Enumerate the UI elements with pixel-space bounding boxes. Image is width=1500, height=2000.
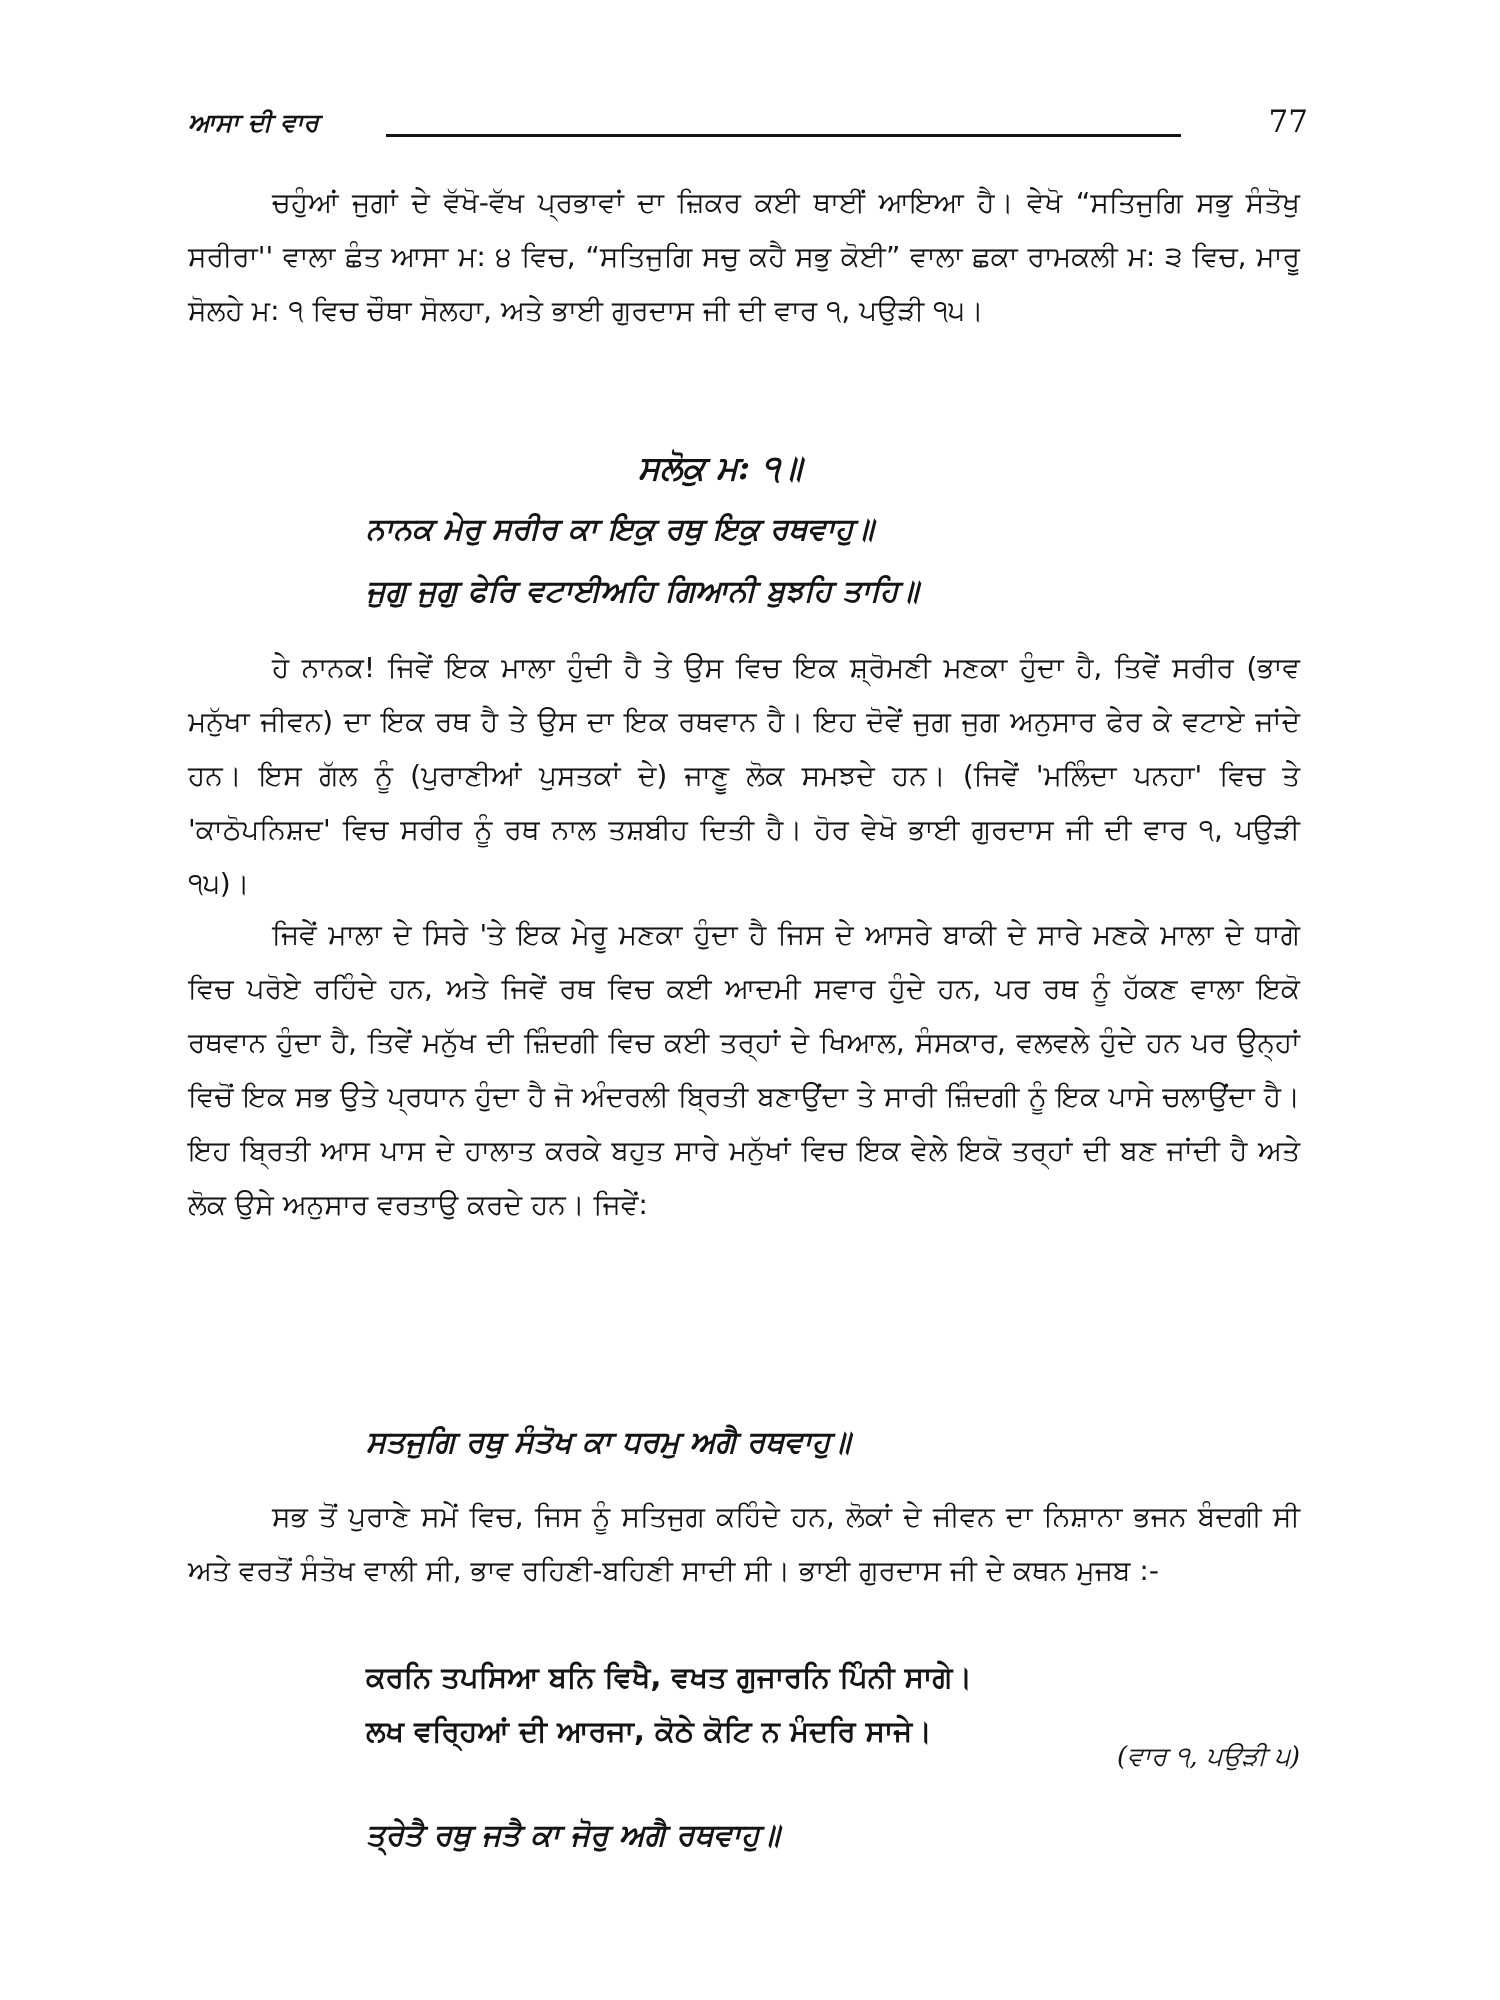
page-number: 77 [1268, 104, 1308, 140]
verse-satjug: ਸਤਜੁਗਿ ਰਥੁ ਸੰਤੋਖ ਕਾ ਧਰਮੁ ਅਗੈ ਰਥਵਾਹੁ॥ [366, 1425, 851, 1460]
quote-line-1: ਕਰਨਿ ਤਪਸਿਆ ਬਨਿ ਵਿਖੈ, ਵਖਤ ਗੁਜਾਰਨਿ ਪਿੰਨੀ ਸਾਗੇ। [366, 1660, 973, 1694]
verse-treta: ਤ੍ਰੇਤੈ ਰਥੁ ਜਤੈ ਕਾ ਜੋਰੁ ਅਗੈ ਰਥਵਾਹੁ॥ [366, 1818, 780, 1853]
paragraph-1: ਚਹੁੰਆਂ ਜੁਗਾਂ ਦੇ ਵੱਖੋ-ਵੱਖ ਪ੍ਰਭਾਵਾਂ ਦਾ ਜ਼ਿਕਰ ਕਈ ਥਾਈਂ ਆਇਆ ਹੈ। ਵੇਖੋ “ਸਤਿਜੁਗਿ ਸਭੁ ਸੰਤੋਖੁ ਸਰੀਰਾ'' ਵਾਲਾ ਛੰਤ ਆਸਾ ਮ: ੪ ਵਿਚ, “ਸਤਿਜੁਗਿ ਸਚੁ ਕਹੈ ਸਭੁ ਕੋਈ” ਵਾਲਾ ਛਕਾ ਰਾਮਕਲੀ ਮ: ੩ ਵਿਚ, ਮਾਰੂ ਸੋਲਹੇ ਮ: ੧ ਵਿਚ ਚੌਥਾ ਸੋਲਹਾ, ਅਤੇ ਭਾਈ ਗੁਰਦਾਸ ਜੀ ਦੀ ਵਾਰ ੧, ਪਉੜੀ ੧੫। [188, 186, 1300, 327]
running-header-title: ਆਸਾ ਦੀ ਵਾਰ [188, 108, 319, 137]
paragraph-2: ਹੇ ਨਾਨਕ! ਜਿਵੇਂ ਇਕ ਮਾਲਾ ਹੁੰਦੀ ਹੈ ਤੇ ਉਸ ਵਿਚ ਇਕ ਸ਼੍ਰੋਮਣੀ ਮਣਕਾ ਹੁੰਦਾ ਹੈ, ਤਿਵੇਂ ਸਰੀਰ (ਭਾਵ ਮਨੁੱਖਾ ਜੀਵਨ) ਦਾ ਇਕ ਰਥ ਹੈ ਤੇ ਉਸ ਦਾ ਇਕ ਰਥਵਾਨ ਹੈ। ਇਹ ਦੋਵੇਂ ਜੁਗ ਜੁਗ ਅਨੁਸਾਰ ਫੇਰ ਕੇ ਵਟਾਏ ਜਾਂਦੇ ਹਨ। ਇਸ ਗੱਲ ਨੂੰ (ਪੁਰਾਣੀਆਂ ਪੁਸਤਕਾਂ ਦੇ) ਜਾਣੂ ਲੋਕ ਸਮਝਦੇ ਹਨ। (ਜਿਵੇਂ 'ਮਲਿੰਦਾ ਪਨਹਾ' ਵਿਚ ਤੇ 'ਕਾਠੋਪਨਿਸ਼ਦ' ਵਿਚ ਸਰੀਰ ਨੂੰ ਰਥ ਨਾਲ ਤਸ਼ਬੀਹ ਦਿਤੀ ਹੈ। ਹੋਰ ਵੇਖੋ ਭਾਈ ਗੁਰਦਾਸ ਜੀ ਦੀ ਵਾਰ ੧, ਪਉੜੀ ੧੫)। [188, 651, 1300, 900]
salok-line-1: ਨਾਨਕ ਮੇਰੁ ਸਰੀਰ ਕਾ ਇਕੁ ਰਥੁ ਇਕੁ ਰਥਵਾਹੁ॥ [366, 512, 874, 547]
header-rule [386, 134, 1181, 137]
quote-line-2: ਲਖ ਵਰ੍ਹਿਆਂ ਦੀ ਆਰਜਾ, ਕੋਠੇ ਕੋਟਿ ਨ ਮੰਦਰਿ ਸਾਜੇ। [366, 1714, 932, 1748]
running-header [188, 104, 1308, 148]
paragraph-3: ਜਿਵੇਂ ਮਾਲਾ ਦੇ ਸਿਰੇ 'ਤੇ ਇਕ ਮੇਰੂ ਮਣਕਾ ਹੁੰਦਾ ਹੈ ਜਿਸ ਦੇ ਆਸਰੇ ਬਾਕੀ ਦੇ ਸਾਰੇ ਮਣਕੇ ਮਾਲਾ ਦੇ ਧਾਗੇ ਵਿਚ ਪਰੋਏ ਰਹਿੰਦੇ ਹਨ, ਅਤੇ ਜਿਵੇਂ ਰਥ ਵਿਚ ਕਈ ਆਦਮੀ ਸਵਾਰ ਹੁੰਦੇ ਹਨ, ਪਰ ਰਥ ਨੂੰ ਹੱਕਣ ਵਾਲਾ ਇਕੋ ਰਥਵਾਨ ਹੁੰਦਾ ਹੈ, ਤਿਵੇਂ ਮਨੁੱਖ ਦੀ ਜ਼ਿੰਦਗੀ ਵਿਚ ਕਈ ਤਰ੍ਹਾਂ ਦੇ ਖਿਆਲ, ਸੰਸਕਾਰ, ਵਲਵਲੇ ਹੁੰਦੇ ਹਨ ਪਰ ਉਨ੍ਹਾਂ ਵਿਚੋਂ ਇਕ ਸਭ ਉਤੇ ਪ੍ਰਧਾਨ ਹੁੰਦਾ ਹੈ ਜੋ ਅੰਦਰਲੀ ਬ੍ਰਿਤੀ ਬਣਾਉਂਦਾ ਤੇ ਸਾਰੀ ਜ਼ਿੰਦਗੀ ਨੂੰ ਇਕ ਪਾਸੇ ਚਲਾਉਂਦਾ ਹੈ। ਇਹ ਬ੍ਰਿਤੀ ਆਸ ਪਾਸ ਦੇ ਹਾਲਾਤ ਕਰਕੇ ਬਹੁਤ ਸਾਰੇ ਮਨੁੱਖਾਂ ਵਿਚ ਇਕ ਵੇਲੇ ਇਕੋ ਤਰ੍ਹਾਂ ਦੀ ਬਣ ਜਾਂਦੀ ਹੈ ਅਤੇ ਲੋਕ ਉਸੇ ਅਨੁਸਾਰ ਵਰਤਾਉ ਕਰਦੇ ਹਨ। ਜਿਵੇਂ: [188, 918, 1300, 1221]
salok-line-2: ਜੁਗੁ ਜੁਗੁ ਫੇਰਿ ਵਟਾਈਅਹਿ ਗਿਆਨੀ ਬੁਝਹਿ ਤਾਹਿ॥ [366, 574, 919, 609]
paragraph-4: ਸਭ ਤੋਂ ਪੁਰਾਣੇ ਸਮੇਂ ਵਿਚ, ਜਿਸ ਨੂੰ ਸਤਿਜੁਗ ਕਹਿੰਦੇ ਹਨ, ਲੋਕਾਂ ਦੇ ਜੀਵਨ ਦਾ ਨਿਸ਼ਾਨਾ ਭਜਨ ਬੰਦਗੀ ਸੀ ਅਤੇ ਵਰਤੋਂ ਸੰਤੋਖ ਵਾਲੀ ਸੀ, ਭਾਵ ਰਹਿਣੀ-ਬਹਿਣੀ ਸਾਦੀ ਸੀ। ਭਾਈ ਗੁਰਦਾਸ ਜੀ ਦੇ ਕਥਨ ਮੁਜਬ :- [188, 1500, 1300, 1587]
salok-heading: ਸਲੋਕੁ ਮ: ੧॥ [638, 448, 802, 487]
quote-citation: (ਵਾਰ ੧, ਪਉੜੀ ੫) [1117, 1742, 1300, 1772]
